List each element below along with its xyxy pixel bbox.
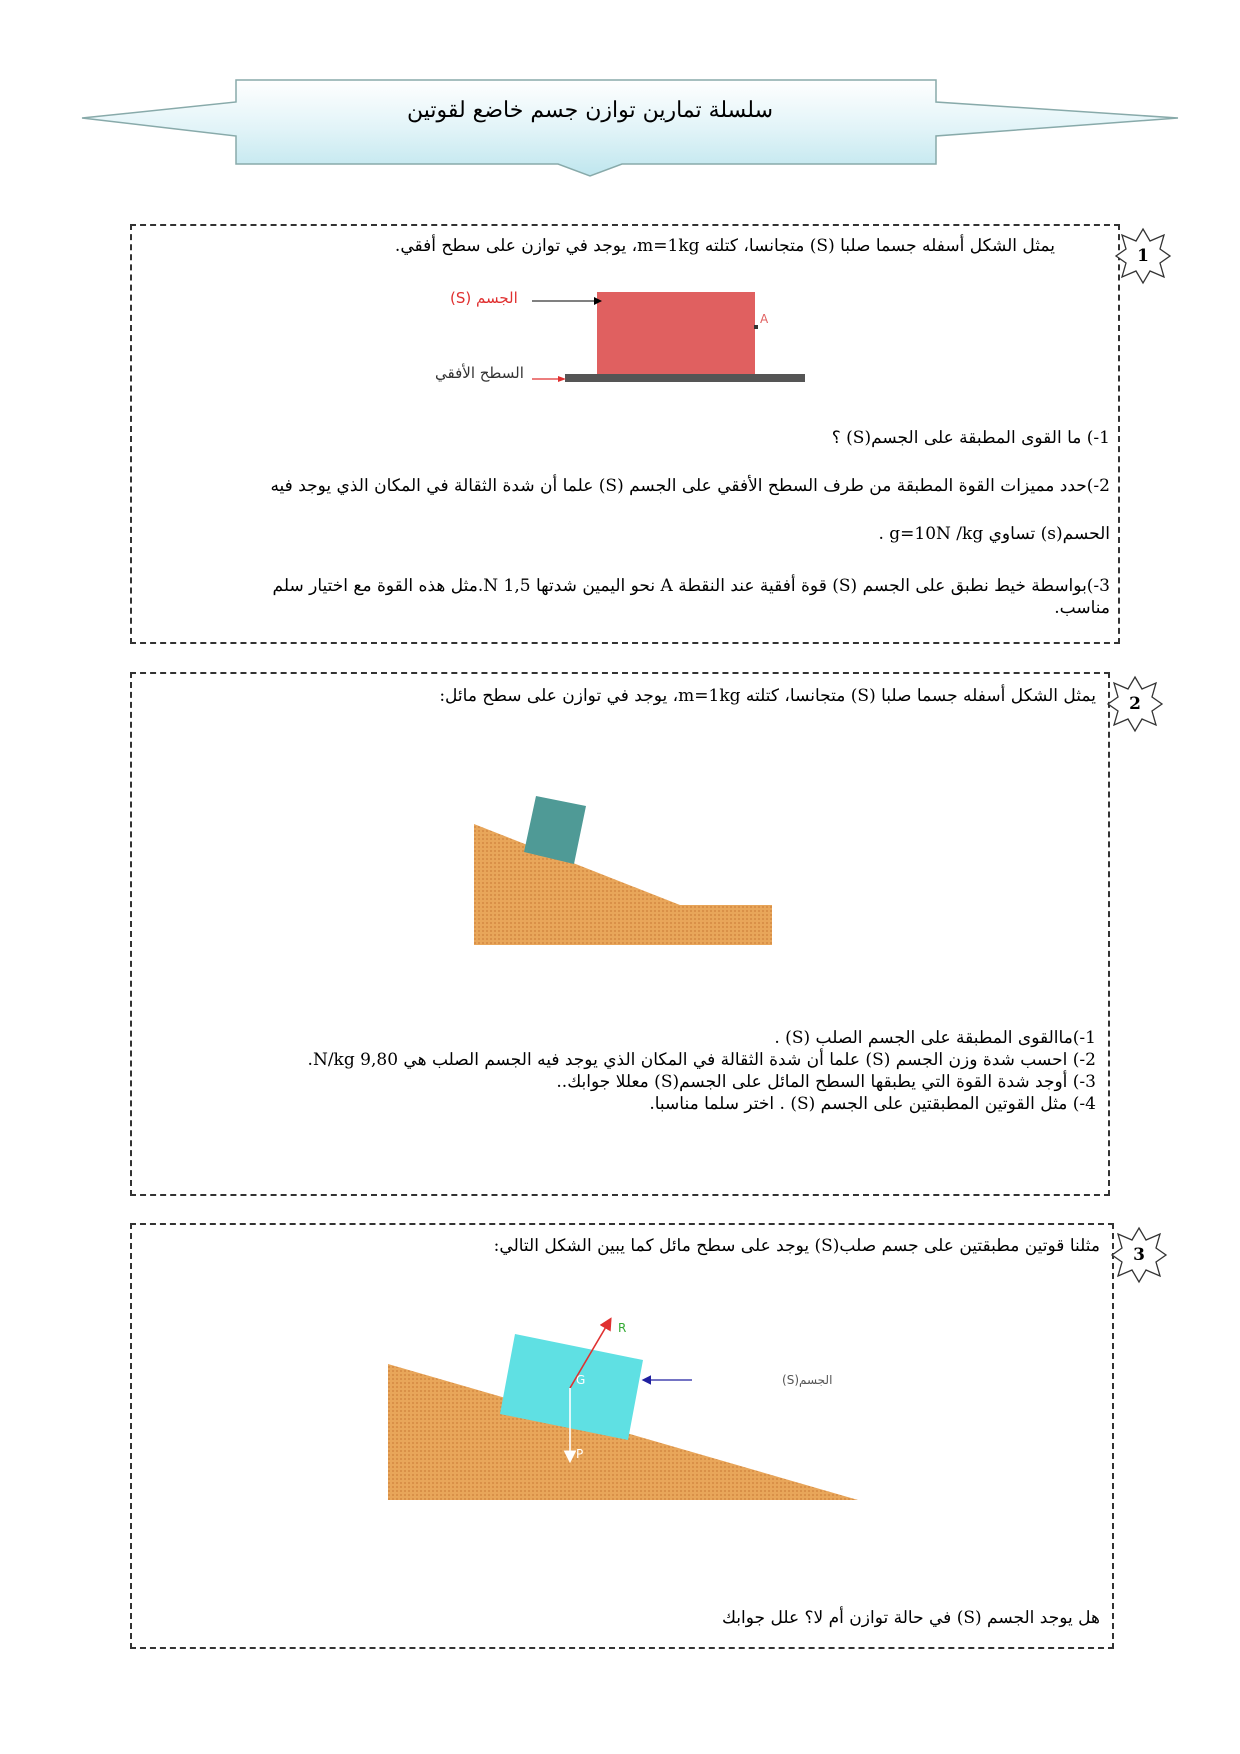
ex2-question-2: 2-) احسب شدة وزن الجسم (S) علما أن شدة الثقالة في المكان الذي يوجد فيه الجسم الصلب هي 9,80 N/kg. (307, 1050, 1096, 1070)
ex1-question-3-line-2: مناسب. (1054, 598, 1110, 618)
exercise-2-number: 2 (1129, 694, 1141, 714)
point-a-marker (754, 325, 758, 329)
solid-body-block (597, 292, 755, 374)
body-label: الجسم(S) (782, 1373, 833, 1387)
page-title: سلسلة تمارين توازن جسم خاضع لقوتين (406, 98, 774, 123)
exercise-1-number: 1 (1137, 246, 1149, 266)
ex1-question-3-line-1: 3-)بواسطة خيط نطبق على الجسم (S) قوة أفقية عند النقطة A نحو اليمين شدتها 1,5 N.مثل هذه القوة مع اختيار سلم (272, 576, 1110, 596)
exercise-3-badge (1110, 1226, 1168, 1284)
ex2-intro: يمثل الشكل أسفله جسما صلبا (S) متجانسا، كتلته m=1kg، يوجد في توازن على سطح مائل: (439, 686, 1096, 706)
ex1-figure (420, 282, 820, 392)
solid-body-block (524, 796, 586, 864)
title-banner (78, 78, 1188, 180)
ex2-question-1: 1-)ماالقوى المطبقة على الجسم الصلب (S) . (774, 1028, 1096, 1048)
surface-label: السطح الأفقي (435, 364, 524, 382)
ex3-intro: مثلنا قوتين مطبقتين على جسم صلب(S) يوجد على سطح مائل كما يبين الشكل التالي: (493, 1236, 1100, 1256)
ex2-figure (470, 790, 780, 950)
point-g-label: G (576, 1373, 586, 1387)
exercise-3-number: 3 (1133, 1245, 1145, 1265)
point-a-label: A (760, 312, 769, 326)
exercise-1-badge (1114, 227, 1172, 285)
label-arrows (530, 292, 610, 392)
force-p-label: P (576, 1447, 584, 1461)
body-label: الجسم (S) (450, 289, 518, 307)
inclined-plane (474, 824, 772, 945)
ex3-figure (380, 1310, 860, 1510)
ex1-intro: يمثل الشكل أسفله جسما صلبا (S) متجانسا، كتلته m=1kg، يوجد في توازن على سطح أفقي. (394, 236, 1055, 256)
ex3-question: هل يوجد الجسم (S) في حالة توازن أم لا؟ علل جوابك (721, 1608, 1100, 1628)
ex1-question-2-line-2: الحسم(s) تساوي g=10N /kg . (878, 524, 1110, 544)
ex1-question-2-line-1: 2-)حدد مميزات القوة المطبقة من طرف السطح الأفقي على الجسم (S) علما أن شدة الثقالة في المكان الذي يوجد فيه (270, 476, 1110, 496)
ex1-question-1: 1-) ما القوى المطبقة على الجسم(S) ؟ (831, 428, 1110, 448)
ex2-question-4: 4-) مثل القوتين المطبقتين على الجسم (S) . اختر سلما مناسبا. (649, 1094, 1096, 1114)
force-r-label: R (618, 1321, 627, 1335)
ex2-question-3: 3-) أوجد شدة القوة التي يطبقها السطح المائل على الجسم(S) معللا جوابك.. (556, 1072, 1096, 1092)
exercise-2-badge (1106, 675, 1164, 733)
